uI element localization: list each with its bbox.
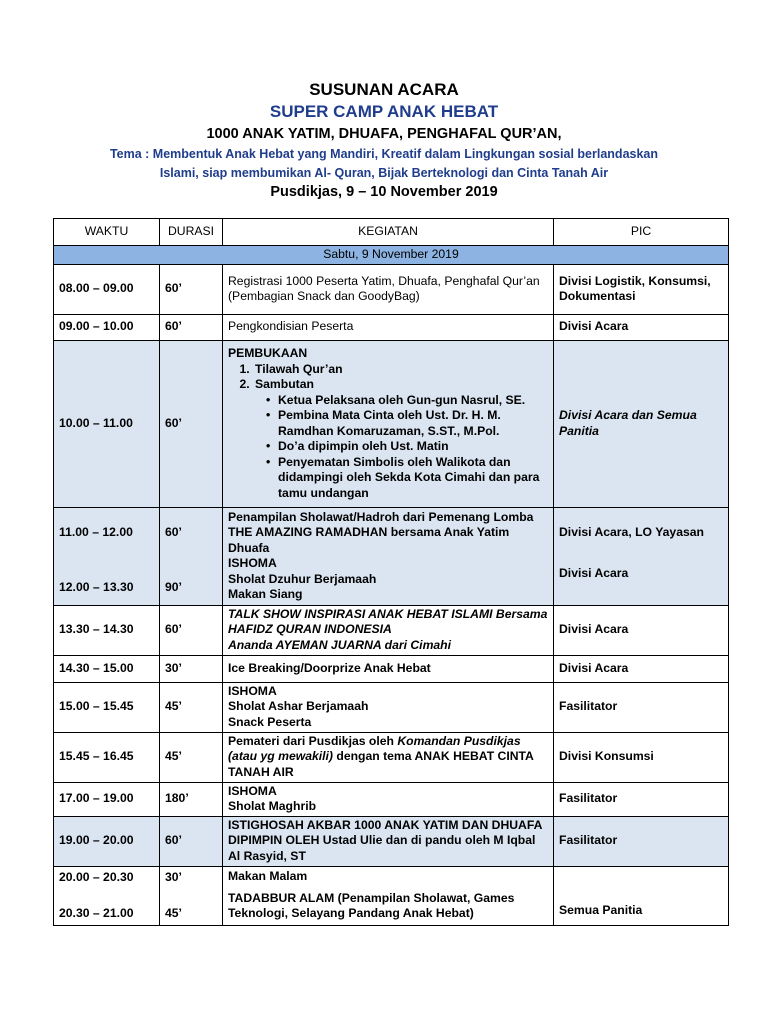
time-cell: 13.30 – 14.30 (54, 605, 160, 655)
table-row (54, 605, 729, 655)
list-item (253, 377, 548, 393)
event-name: SUPER CAMP ANAK HEBAT (269, 102, 499, 121)
time-cell: 15.00 – 15.45 (54, 682, 160, 732)
pic-cell: Divisi Acara (554, 655, 729, 682)
time-text: 11.00 – 12.00 (59, 525, 133, 539)
activity-text: Pemateri dari Pusdikjas oleh (228, 733, 398, 748)
activity-cell (223, 605, 554, 655)
pic-text: Divisi Acara (559, 565, 629, 580)
pic-cell: Divisi Acara (554, 605, 729, 655)
time-cell: 19.00 – 20.00 (54, 816, 160, 866)
day-row (54, 246, 729, 265)
duration-cell (160, 866, 223, 925)
activity-text: Penampilan Sholawat/Hadroh dari Pemenang Lomba THE AMAZING RAMADHAN bersama Anak Yatim Dhuafa (228, 509, 534, 555)
list-item-label: Sambutan (255, 377, 314, 391)
activity-text: ISHOMA (228, 556, 277, 570)
activity-cell (223, 782, 554, 816)
activity-text: Sholat Maghrib (228, 799, 317, 813)
activity-text: ISHOMA (228, 783, 277, 798)
activity-cell (223, 682, 554, 732)
time-cell (54, 507, 160, 605)
activity-cell: Pengkondisian Peserta (223, 314, 554, 340)
activity-text: Snack Peserta (228, 714, 312, 729)
pic-cell: Divisi Acara (554, 314, 729, 340)
time-cell: 10.00 – 11.00 (54, 340, 160, 507)
activity-cell (223, 507, 554, 605)
opening-list (228, 362, 548, 393)
duration-cell: 180’ (160, 782, 223, 816)
document-title: SUSUNAN ACARA (309, 80, 459, 99)
activity-cell (223, 866, 554, 925)
day-label: Sabtu, 9 November 2019 (54, 246, 729, 265)
col-header-waktu: WAKTU (54, 219, 160, 246)
activity-text: dengan tema ANAK HEBAT CINTA TANAH AIR (228, 749, 534, 779)
duration-cell: 60’ (160, 314, 223, 340)
schedule-table (53, 218, 729, 926)
time-cell: 08.00 – 09.00 (54, 264, 160, 314)
place-date: Pusdikjas, 9 – 10 November 2019 (270, 184, 498, 200)
activity-cell: Ice Breaking/Doorprize Anak Hebat (223, 655, 554, 682)
duration-cell: 45’ (160, 732, 223, 782)
pic-cell: Fasilitator (554, 682, 729, 732)
table-row (54, 507, 729, 605)
duration-text: 30’ (165, 870, 182, 884)
pic-cell (554, 507, 729, 605)
time-cell: 17.00 – 19.00 (54, 782, 160, 816)
activity-text: Makan Siang (228, 587, 303, 601)
activity-cell (223, 732, 554, 782)
time-cell: 09.00 – 10.00 (54, 314, 160, 340)
time-text: 20.30 – 21.00 (59, 905, 134, 920)
duration-cell: 60’ (160, 340, 223, 507)
time-text: 12.00 – 13.30 (59, 579, 134, 594)
table-row (54, 264, 729, 314)
duration-cell: 60’ (160, 264, 223, 314)
activity-text: TADABBUR ALAM (Penampilan Sholawat, Games Teknologi, Selayang Pandang Anak Hebat) (228, 890, 515, 921)
col-header-durasi: DURASI (160, 219, 223, 246)
list-item: • Do’a dipimpin oleh Ust. Matin (268, 439, 548, 455)
activity-text: Makan Malam (228, 869, 308, 884)
activity-cell: ISTIGHOSAH AKBAR 1000 ANAK YATIM DAN DHUAFA DIPIMPIN OLEH Ustad Ulie dan di pandu oleh M Iqbal Al Rasyid, ST (223, 816, 554, 866)
activity-text: Ananda AYEMAN JUARNA dari Cimahi (228, 637, 452, 652)
activity-cell (223, 340, 554, 507)
duration-cell: 30’ (160, 655, 223, 682)
time-cell (54, 866, 160, 925)
pic-cell: Divisi Logistik, Konsumsi, Dokumentasi (554, 264, 729, 314)
duration-cell: 60’ (160, 605, 223, 655)
duration-text: 45’ (165, 905, 182, 920)
duration-cell (160, 507, 223, 605)
col-header-kegiatan: KEGIATAN (223, 219, 554, 246)
activity-text: (Pembagian Snack dan GoodyBag) (228, 289, 420, 303)
list-item: 1. Tilawah Qur’an (253, 362, 548, 378)
time-cell: 14.30 – 15.00 (54, 655, 160, 682)
pic-cell: Fasilitator (554, 816, 729, 866)
list-item: • Penyematan Simbolis oleh Walikota dan didampingi oleh Sekda Kota Cimahi dan para tamu undangan (268, 455, 548, 502)
theme-line-2: Islami, siap membumikan Al- Quran, Bijak Berteknologi dan Cinta Tanah Air (159, 166, 609, 180)
activity-text: TALK SHOW INSPIRASI ANAK HEBAT ISLAMI Bersama HAFIDZ QURAN INDONESIA (228, 606, 548, 637)
table-row (54, 866, 729, 925)
table-row (54, 732, 729, 782)
table-row (54, 655, 729, 682)
theme-line-1: Tema : Membentuk Anak Hebat yang Mandiri, Kreatif dalam Lingkungan sosial berlandaskan (109, 147, 659, 161)
col-header-pic: PIC (554, 219, 729, 246)
activity-text: Sholat Ashar Berjamaah (228, 699, 369, 714)
table-header-row (54, 219, 729, 246)
table-row (54, 314, 729, 340)
time-cell: 15.45 – 16.45 (54, 732, 160, 782)
duration-text: 60’ (165, 525, 182, 539)
event-participants: 1000 ANAK YATIM, DHUAFA, PENGHAFAL QUR’AN, (206, 126, 562, 142)
activity-cell (223, 264, 554, 314)
table-row (54, 816, 729, 866)
list-item: • Ketua Pelaksana oleh Gun-gun Nasrul, SE. (268, 393, 548, 409)
pic-cell: Divisi Acara dan Semua Panitia (554, 340, 729, 507)
list-item: • Pembina Mata Cinta oleh Ust. Dr. H. M. Ramdhan Komaruzaman, S.ST., M.Pol. (268, 408, 548, 439)
table-row (54, 682, 729, 732)
activity-text: Registrasi 1000 Peserta Yatim, Dhuafa, Penghafal Qur’an (228, 273, 540, 288)
pic-cell: Fasilitator (554, 782, 729, 816)
document-header (0, 80, 768, 201)
table-row (54, 782, 729, 816)
duration-cell: 45’ (160, 682, 223, 732)
table-row (54, 340, 729, 507)
speech-list (228, 393, 548, 502)
activity-text: ISHOMA (228, 683, 277, 698)
time-text: 20.00 – 20.30 (59, 870, 134, 884)
duration-text: 90’ (165, 579, 182, 594)
pic-cell: Semua Panitia (554, 866, 729, 925)
activity-text-italic: Komandan Pusdikjas (atau yg mewakili) (228, 733, 521, 764)
activity-heading: PEMBUKAAN (228, 346, 308, 360)
pic-cell: Divisi Konsumsi (554, 732, 729, 782)
pic-text: Divisi Acara, LO Yayasan (559, 525, 704, 539)
duration-cell: 60’ (160, 816, 223, 866)
activity-text: Sholat Dzuhur Berjamaah (228, 571, 377, 586)
